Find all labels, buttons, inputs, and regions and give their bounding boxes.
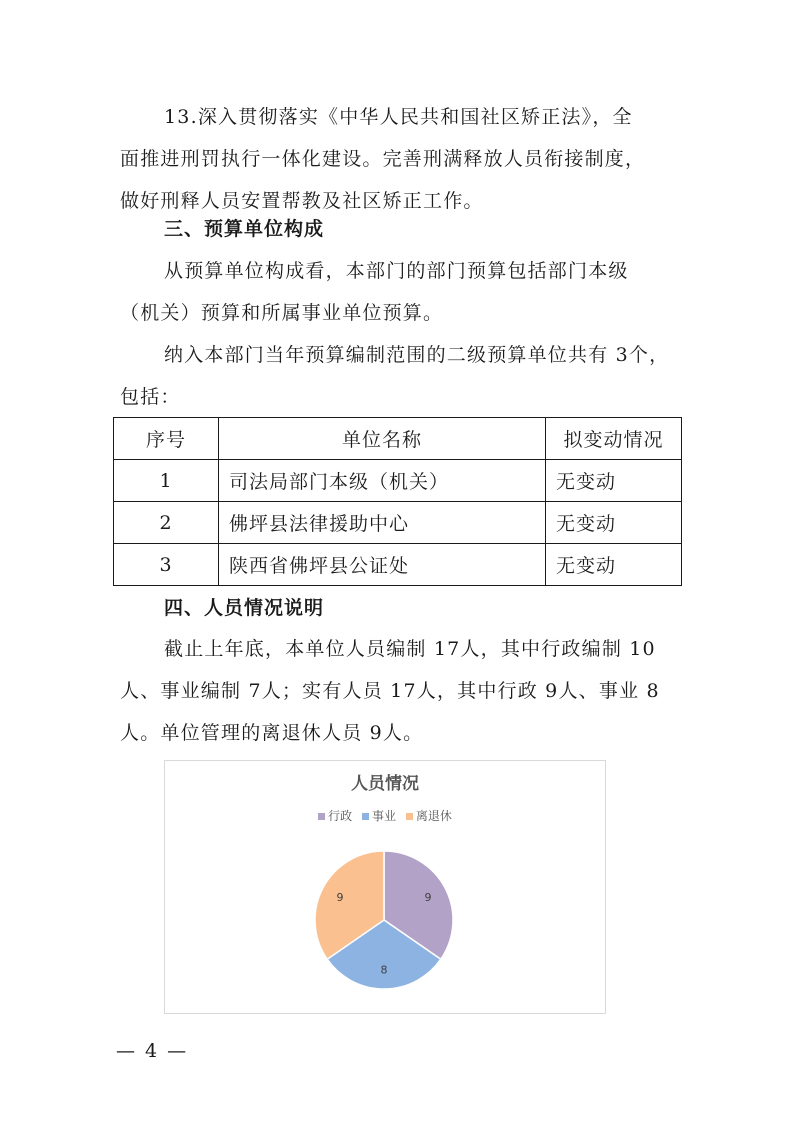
chart-title: 人员情况 — [351, 774, 419, 794]
section-4-heading: 四、人员情况说明 — [164, 597, 325, 619]
p13-line-2: 面推进刑罚执行一体化建设。完善刑满释放人员衔接制度， — [120, 148, 646, 170]
row-change: 无变动 — [546, 544, 682, 586]
legend-label: 事业 — [371, 809, 396, 823]
pie-svg — [165, 761, 605, 1013]
pie-data-label: 8 — [380, 963, 388, 977]
row-unit-name: 陕西省佛坪县公证处 — [219, 544, 546, 586]
s3-p2-line-1: 纳入本部门当年预算编制范围的二级预算单位共有 3个， — [164, 344, 670, 366]
row-change: 无变动 — [546, 460, 682, 502]
p13-line-1: 13.深入贯彻落实《中华人民共和国社区矫正法》，全 — [164, 106, 633, 128]
row-no: 3 — [114, 544, 219, 586]
s3-p1-line-1: 从预算单位构成看，本部门的部门预算包括部门本级 — [164, 260, 629, 282]
s3-p1-line-2: （机关）预算和所属事业单位预算。 — [120, 302, 444, 324]
row-no: 1 — [114, 460, 219, 502]
table-row — [114, 460, 682, 502]
s3-p2-line-2: 包括： — [120, 386, 181, 408]
s4-line-1: 截止上年底，本单位人员编制 17人，其中行政编制 10 — [164, 638, 656, 660]
table-row — [114, 502, 682, 544]
header-no: 序号 — [114, 418, 219, 460]
pie-data-label: 9 — [424, 890, 432, 904]
staff-pie-chart — [164, 760, 606, 1014]
row-change: 无变动 — [546, 502, 682, 544]
section-3-paragraph-1 — [120, 250, 680, 334]
pie-data-label: 9 — [336, 890, 344, 904]
legend-label: 行政 — [328, 809, 353, 823]
section-4-paragraph — [120, 628, 680, 754]
budget-units-table — [113, 417, 682, 586]
section-3-heading: 三、预算单位构成 — [164, 218, 325, 240]
paragraph-13 — [120, 96, 680, 222]
section-3-paragraph-2 — [120, 334, 680, 418]
p13-line-3: 做好刑释人员安置帮教及社区矫正工作。 — [120, 190, 484, 212]
s4-line-3: 人。单位管理的离退休人员 9人。 — [120, 722, 424, 744]
legend-label: 离退休 — [415, 809, 452, 823]
row-unit-name: 司法局部门本级（机关） — [219, 460, 546, 502]
s4-line-2: 人、事业编制 7人；实有人员 17人，其中行政 9人、事业 8 — [120, 680, 660, 702]
header-change: 拟变动情况 — [546, 418, 682, 460]
table-header-row — [114, 418, 682, 460]
header-unit-name: 单位名称 — [219, 418, 546, 460]
table-row — [114, 544, 682, 586]
page-number: — 4 — — [116, 1040, 189, 1062]
row-unit-name: 佛坪县法律援助中心 — [219, 502, 546, 544]
row-no: 2 — [114, 502, 219, 544]
